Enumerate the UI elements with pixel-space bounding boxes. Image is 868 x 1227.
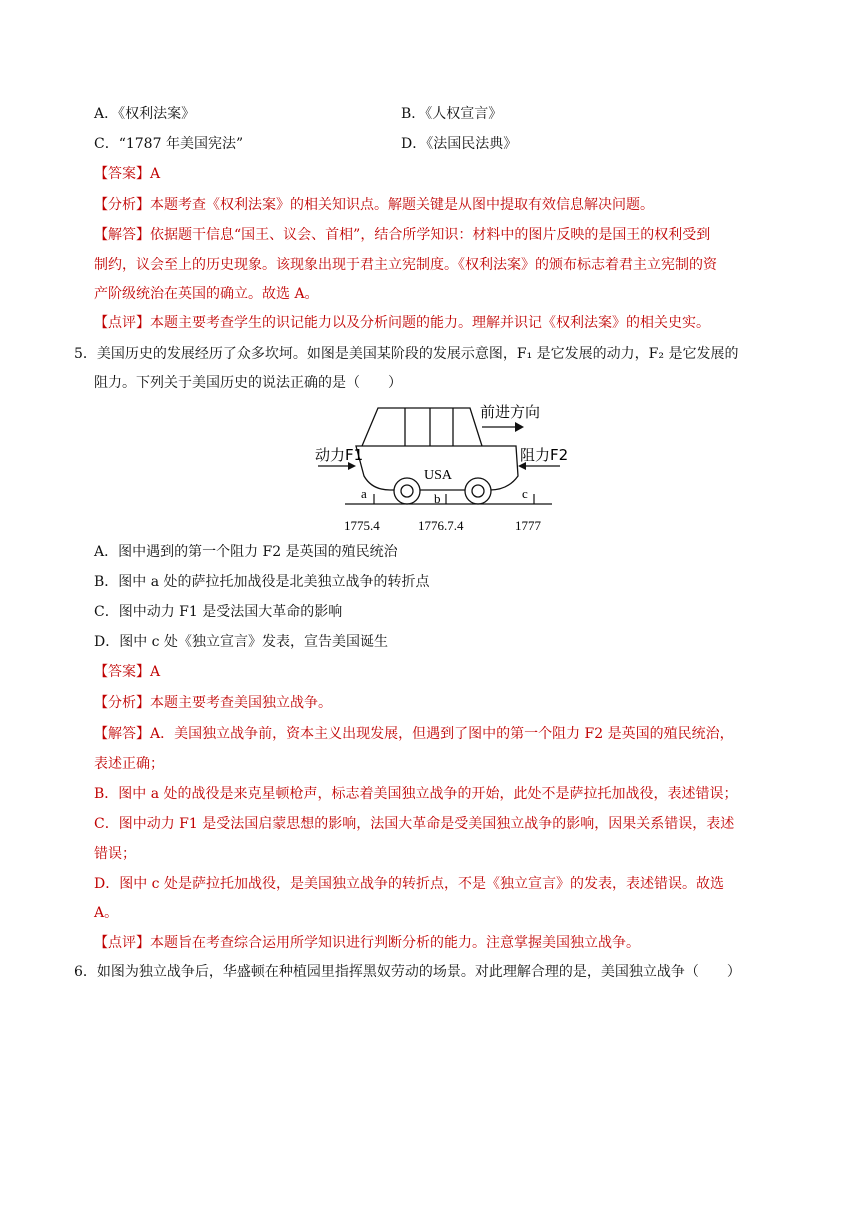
point-b-label: b — [434, 491, 441, 506]
date-a-label: 1775.4 — [344, 518, 380, 533]
q5-solution-a-line-2: 表述正确； — [94, 756, 164, 772]
point-a-label: a — [361, 486, 367, 501]
analysis-tag: 【分析】 — [94, 695, 150, 711]
solution-tag: 【解答】 — [94, 726, 150, 742]
q5-option-b: B．图中 a 处的萨拉托加战役是北美独立战争的转折点 — [94, 574, 430, 590]
q5-solution-d-line-2: A。 — [94, 905, 119, 921]
answer-value: A — [150, 166, 161, 182]
q5-solution — [94, 724, 734, 744]
direction-arrow-head — [515, 422, 524, 432]
force-f1-label: 动力F1 — [315, 446, 364, 464]
answer-tag: 【答案】 — [94, 166, 150, 182]
answer-tag: 【答案】 — [94, 664, 150, 680]
solution-a-text: A．美国独立战争前，资本主义出现发展，但遇到了图中的第一个阻力 F2 是英国的殖民统治， — [150, 726, 734, 742]
q4-solution-line-3: 产阶级统治在英国的确立。故选 A。 — [94, 286, 319, 302]
q5-solution-c-line-2: 错误； — [94, 846, 136, 862]
q5-solution-b: B．图中 a 处的战役是来克星顿枪声，标志着美国独立战争的开始，此处不是萨拉托加战役，表述错误； — [94, 786, 738, 802]
q5-answer — [94, 662, 160, 682]
q5-option-c: C．图中动力 F1 是受法国大革命的影响 — [94, 604, 343, 620]
q5-solution-c: C．图中动力 F1 是受法国启蒙思想的影响，法国大革命是受美国独立战争的影响，因果关系错误，表述 — [94, 816, 735, 832]
q4-comment — [94, 313, 710, 333]
q5-stem-line-1: 5．美国历史的发展经历了众多坎坷。如图是美国某阶段的发展示意图，F₁ 是它发展的动力，F₂ 是它发展的 — [74, 346, 739, 362]
q5-stem-line-2: 阻力。下列关于美国历史的说法正确的是（ ） — [94, 375, 402, 391]
q5-option-d: D．图中 c 处《独立宣言》发表，宣告美国诞生 — [94, 634, 388, 650]
solution-tag: 【解答】 — [94, 227, 150, 243]
q5-solution-d: D．图中 c 处是萨拉托加战役，是美国独立战争的转折点，不是《独立宣言》的发表，表述错误。故选 — [94, 876, 724, 892]
q4-solution-line-2: 制约，议会至上的历史现象。该现象出现于君主立宪制度。《权利法案》的颁布标志着君主立宪制的资 — [94, 257, 717, 273]
analysis-tag: 【分析】 — [94, 197, 150, 213]
comment-text: 本题主要考查学生的识记能力以及分析问题的能力。理解并识记《权利法案》的相关史实。 — [150, 315, 710, 331]
q4-option-a: A．《权利法案》 — [94, 106, 196, 122]
point-c-label: c — [522, 486, 528, 501]
solution-text-1: 依据题干信息“国王、议会、首相”，结合所学知识：材料中的图片反映的是国王的权利受到 — [150, 227, 711, 243]
q4-analysis — [94, 195, 654, 215]
comment-text: 本题旨在考查综合运用所学知识进行判断分析的能力。注意掌握美国独立战争。 — [150, 935, 640, 951]
q5-option-a: A．图中遇到的第一个阻力 F2 是英国的殖民统治 — [94, 544, 398, 560]
car-roof — [362, 408, 482, 446]
q4-solution — [94, 225, 710, 245]
car-label: USA — [424, 468, 453, 483]
car-force-diagram — [310, 400, 590, 540]
q4-answer — [94, 164, 160, 184]
q5-analysis — [94, 693, 332, 713]
force-f2-label: 阻力F2 — [520, 446, 569, 464]
analysis-text: 本题主要考查美国独立战争。 — [150, 695, 332, 711]
answer-value: A — [150, 664, 161, 680]
analysis-text: 本题考查《权利法案》的相关知识点。解题关键是从图中提取有效信息解决问题。 — [150, 197, 654, 213]
date-c-label: 1777 — [515, 518, 541, 533]
q5-comment — [94, 933, 640, 953]
q4-option-c: C．“1787 年美国宪法” — [94, 136, 244, 152]
date-b-label: 1776.7.4 — [418, 518, 464, 533]
q6-stem: 6．如图为独立战争后，华盛顿在种植园里指挥黑奴劳动的场景。对此理解合理的是，美国独立战争（ ） — [74, 964, 741, 980]
q4-option-b: B．《人权宣言》 — [401, 106, 503, 122]
car-wheel-right — [465, 478, 491, 504]
q4-option-d: D．《法国民法典》 — [401, 136, 518, 152]
car-wheel-left — [394, 478, 420, 504]
direction-label: 前进方向 — [480, 403, 541, 421]
comment-tag: 【点评】 — [94, 935, 150, 951]
comment-tag: 【点评】 — [94, 315, 150, 331]
